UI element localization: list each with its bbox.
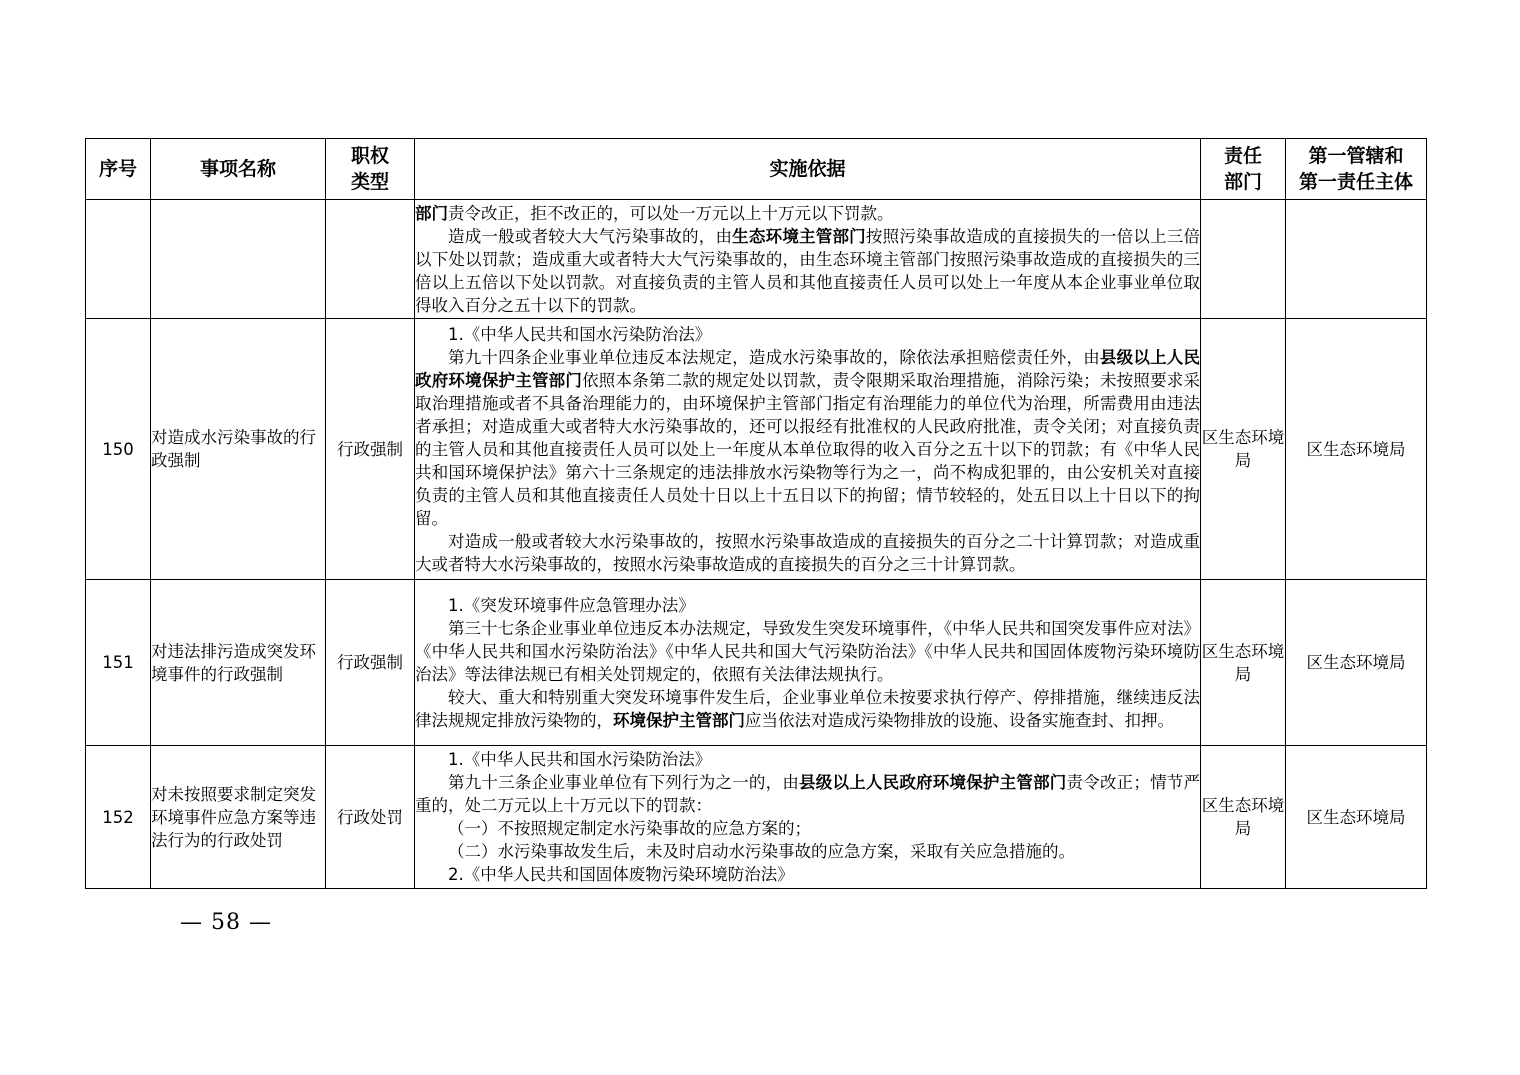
cell-first: 区生态环境局 [1286, 580, 1427, 746]
header-basis: 实施依据 [415, 139, 1201, 200]
header-first: 第一管辖和 第一责任主体 [1286, 139, 1427, 200]
cell-seq: 152 [86, 746, 151, 889]
page-number: — 58 — [180, 910, 272, 935]
header-seq: 序号 [86, 139, 151, 200]
cell-basis: 1.《突发环境事件应急管理办法》 第三十七条企业事业单位违反本办法规定，导致发生突发环境事件，《中华人民共和国突发事件应对法》《中华人民共和国水污染防治法》《中华人民共和国大气污染防治法》《中华人民共和国固体废物污染环境防治法》等法律法规已有相关处罚规定的，依照有关法律法规执行。 较大、重大和特别重大突发环境事件发生后，企业事业单位未按要求执行停产、停排措施，继续违反法律法规规定排放污染物的，环境保护主管部门应当依法对造成污染物排放的设施、设备实施查封、扣押。 [415, 580, 1201, 746]
cell-seq: 151 [86, 580, 151, 746]
cell-first: 区生态环境局 [1286, 746, 1427, 889]
cell-dept: 区生态环境局 [1201, 319, 1286, 580]
table-row-151 [86, 580, 1427, 746]
cell-name [151, 200, 326, 319]
cell-name: 对违法排污造成突发环境事件的行政强制 [151, 580, 326, 746]
cell-dept [1201, 200, 1286, 319]
enforcement-table [85, 138, 1427, 889]
table-row-continued [86, 200, 1427, 319]
cell-type: 行政处罚 [326, 746, 415, 889]
cell-type: 行政强制 [326, 580, 415, 746]
cell-name: 对未按照要求制定突发环境事件应急方案等违法行为的行政处罚 [151, 746, 326, 889]
table-row-152 [86, 746, 1427, 889]
cell-first: 区生态环境局 [1286, 319, 1427, 580]
header-type: 职权 类型 [326, 139, 415, 200]
cell-first [1286, 200, 1427, 319]
cell-seq: 150 [86, 319, 151, 580]
header-name: 事项名称 [151, 139, 326, 200]
cell-seq [86, 200, 151, 319]
cell-basis: 1.《中华人民共和国水污染防治法》 第九十四条企业事业单位违反本法规定，造成水污染事故的，除依法承担赔偿责任外，由县级以上人民政府环境保护主管部门依照本条第二款的规定处以罚款，责令限期采取治理措施，消除污染；未按照要求采取治理措施或者不具备治理能力的，由环境保护主管部门指定有治理能力的单位代为治理，所需费用由违法者承担；对造成重大或者特大水污染事故的，还可以报经有批准权的人民政府批准，责令关闭；对直接负责的主管人员和其他直接责任人员可以处上一年度从本单位取得的收入百分之五十以下的罚款；有《中华人民共和国环境保护法》第六十三条规定的违法排放水污染物等行为之一，尚不构成犯罪的，由公安机关对直接负责的主管人员和其他直接责任人员处十日以上十五日以下的拘留；情节较轻的，处五日以上十日以下的拘留。 对造成一般或者较大水污染事故的，按照水污染事故造成的直接损失的百分之二十计算罚款；对造成重大或者特大水污染事故的，按照水污染事故造成的直接损失的百分之三十计算罚款。 [415, 319, 1201, 580]
cell-dept: 区生态环境局 [1201, 746, 1286, 889]
cell-type [326, 200, 415, 319]
cell-type: 行政强制 [326, 319, 415, 580]
cell-dept: 区生态环境局 [1201, 580, 1286, 746]
cell-name: 对造成水污染事故的行政强制 [151, 319, 326, 580]
header-dept: 责任 部门 [1201, 139, 1286, 200]
header-row [86, 139, 1427, 200]
table-row-150 [86, 319, 1427, 580]
cell-basis: 1.《中华人民共和国水污染防治法》 第九十三条企业事业单位有下列行为之一的，由县级以上人民政府环境保护主管部门责令改正；情节严重的，处二万元以上十万元以下的罚款： （一）不按照规定制定水污染事故的应急方案的； （二）水污染事故发生后，未及时启动水污染事故的应急方案，采取有关应急措施的。 2.《中华人民共和国固体废物污染环境防治法》 [415, 746, 1201, 889]
cell-basis: 部门责令改正，拒不改正的，可以处一万元以上十万元以下罚款。 造成一般或者较大大气污染事故的，由生态环境主管部门按照污染事故造成的直接损失的一倍以上三倍以下处以罚款；造成重大或者特大大气污染事故的，由生态环境主管部门按照污染事故造成的直接损失的三倍以上五倍以下处以罚款。对直接负责的主管人员和其他直接责任人员可以处上一年度从本企业事业单位取得收入百分之五十以下的罚款。 [415, 200, 1201, 319]
